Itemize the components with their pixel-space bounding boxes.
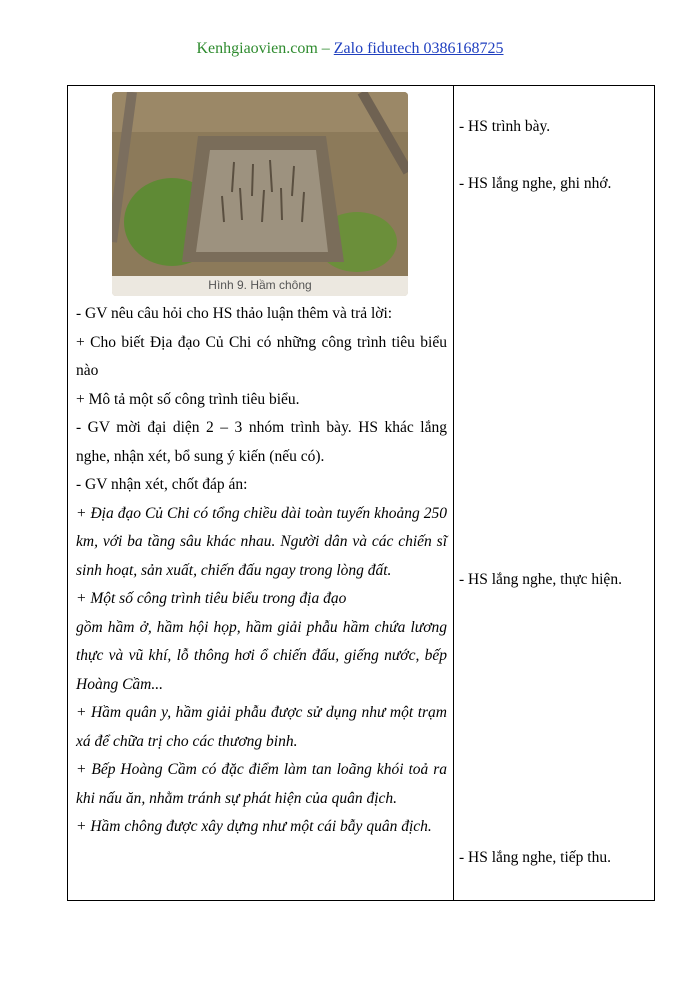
page-header [0, 40, 700, 58]
answer-paragraph: + Một số công trình tiêu biểu trong địa đạo [76, 590, 347, 607]
paragraph: - GV mời đại diện 2 – 3 nhóm trình bày. HS khác lắng nghe, nhận xét, bổ sung ý kiến (nếu có). [76, 419, 447, 465]
student-activity-listen-absorb: - HS lắng nghe, tiếp thu. [459, 849, 611, 866]
paragraph: - GV nêu câu hỏi cho HS thảo luận thêm và trả lời: [76, 305, 393, 322]
lesson-table [67, 85, 655, 901]
figure-caption: Hình 9. Hầm chông [208, 278, 312, 292]
teacher-activities [76, 300, 447, 842]
student-activity-listen-remember: - HS lắng nghe, ghi nhớ. [459, 175, 612, 192]
header-separator: – [317, 40, 334, 57]
answer-paragraph: gồm hầm ở, hầm hội họp, hầm giải phẫu hầm chứa lương thực và vũ khí, lỗ thông hơi ổ chiến đấu, giếng nước, bếp Hoàng Cầm... [76, 618, 447, 693]
paragraph: + Mô tả một số công trình tiêu biểu. [76, 390, 300, 408]
spike-trap-photo [112, 92, 408, 296]
answer-paragraph: + Hầm chông được xây dựng như một cái bẫy quân địch. [76, 818, 432, 835]
figure-spike-trap [112, 92, 408, 296]
student-activity-present: - HS trình bày. [459, 118, 551, 135]
answer-paragraph: + Địa đạo Củ Chi có tổng chiều dài toàn tuyến khoảng 250 km, với ba tầng sâu khác nhau. Người dân và các chiến sĩ sinh hoạt, sản xuất, chiến đấu ngay trong lòng đất. [76, 504, 447, 579]
answer-paragraph: + Bếp Hoàng Cầm có đặc điểm làm tan loãng khói toả ra khi nấu ăn, nhằm tránh sự phát hiện của quân địch. [76, 761, 447, 807]
paragraph: + Cho biết Địa đạo Củ Chi có những công trình tiêu biểu nào [76, 333, 447, 379]
column-divider [453, 86, 454, 900]
answer-paragraph: + Hầm quân y, hầm giải phẫu được sử dụng như một trạm xá để chữa trị cho các thương binh. [76, 704, 447, 750]
zalo-link[interactable]: Zalo fidutech 0386168725 [333, 40, 504, 57]
site-name: Kenhgiaovien.com [196, 40, 318, 57]
paragraph: - GV nhận xét, chốt đáp án: [76, 476, 248, 493]
student-activity-listen-do: - HS lắng nghe, thực hiện. [459, 571, 622, 588]
